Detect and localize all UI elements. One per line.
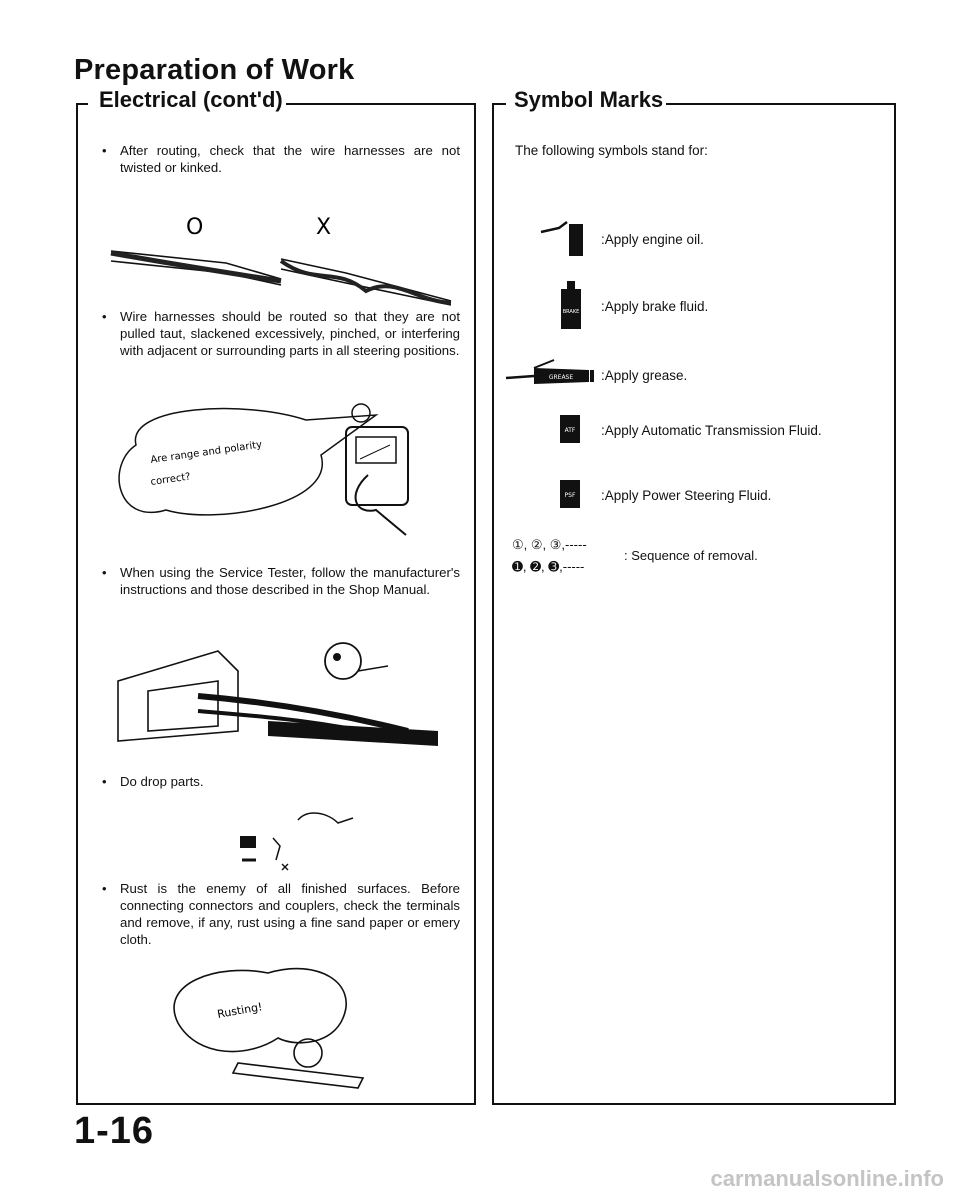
bullet-rust: • Rust is the enemy of all finished surfaces. Before connecting connectors and couplers, check the terminals and remove, if any, rust using a fine sand paper or emery cloth. <box>92 880 460 948</box>
watermark: carmanualsonline.info <box>710 1166 944 1191</box>
atf-can-icon <box>559 414 581 444</box>
symbol-label-psf: :Apply Power Steering Fluid. <box>601 488 772 503</box>
bullet-drop-parts: • Do drop parts. <box>92 773 460 790</box>
brake-icon-text: BRAKE <box>562 309 580 315</box>
page-number: 1-16 <box>74 1110 155 1152</box>
brake-fluid-bottle-icon <box>559 281 583 331</box>
bullet-service-tester: • When using the Service Tester, follow the manufacturer's instructions and those described in the Shop Manual. <box>92 564 460 598</box>
panel-rule-left <box>78 103 88 105</box>
grease-icon-text: GREASE <box>548 374 574 381</box>
psf-icon-text: PSF <box>564 492 576 499</box>
symbol-row-atf <box>494 414 890 454</box>
sequence-filled: ➊, ➋, ➌,----- <box>512 559 585 574</box>
rust-illustration <box>158 963 398 1093</box>
panel-rule-right <box>276 103 474 105</box>
bullet-routing: • After routing, check that the wire harnesses are not twisted or kinked. <box>92 142 460 176</box>
panel-heading-electrical: Electrical (cont'd) <box>96 87 286 113</box>
symbol-label-brake-fluid: :Apply brake fluid. <box>601 299 709 314</box>
symbol-label-engine-oil: :Apply engine oil. <box>601 232 704 247</box>
ok-mark: O <box>186 215 204 240</box>
panel-heading-symbols: Symbol Marks <box>511 87 666 113</box>
electrical-panel <box>76 87 476 1105</box>
tester-illustration <box>106 385 446 545</box>
wire-twist-illustration <box>106 211 456 306</box>
drop-parts-illustration <box>218 798 378 878</box>
ng-mark: X <box>316 215 332 240</box>
engine-oil-can-icon <box>539 220 599 260</box>
sequence-label: : Sequence of removal. <box>624 548 758 563</box>
panel-rule-left-2 <box>494 103 506 105</box>
connector-illustration <box>108 631 448 766</box>
symbol-label-atf: :Apply Automatic Transmission Fluid. <box>601 423 822 438</box>
page-title: Preparation of Work <box>74 54 355 86</box>
symbol-marks-panel <box>492 87 896 1105</box>
symbol-row-engine-oil <box>494 220 890 260</box>
grease-tube-icon <box>504 358 599 388</box>
sequence-outlined: ①, ②, ③,----- <box>512 537 587 552</box>
atf-icon-text: ATF <box>564 427 576 434</box>
symbol-label-grease: :Apply grease. <box>601 368 688 383</box>
symbols-intro: The following symbols stand for: <box>515 143 708 158</box>
bubble-line-1: Are range and polarity <box>149 439 263 466</box>
panel-rule-right-2 <box>639 103 894 105</box>
symbol-row-grease <box>494 353 890 393</box>
psf-can-icon <box>559 479 581 509</box>
symbol-row-brake-fluid <box>494 281 890 321</box>
rust-bubble-text: Rusting! <box>216 1000 264 1021</box>
bullet-harness-routing: • Wire harnesses should be routed so that they are not pulled taut, slackened excessively, pinched, or interfering with adjacent or surrounding parts in all steering positions. <box>92 308 460 359</box>
bubble-line-2: correct? <box>149 471 192 488</box>
symbol-row-psf <box>494 479 890 519</box>
